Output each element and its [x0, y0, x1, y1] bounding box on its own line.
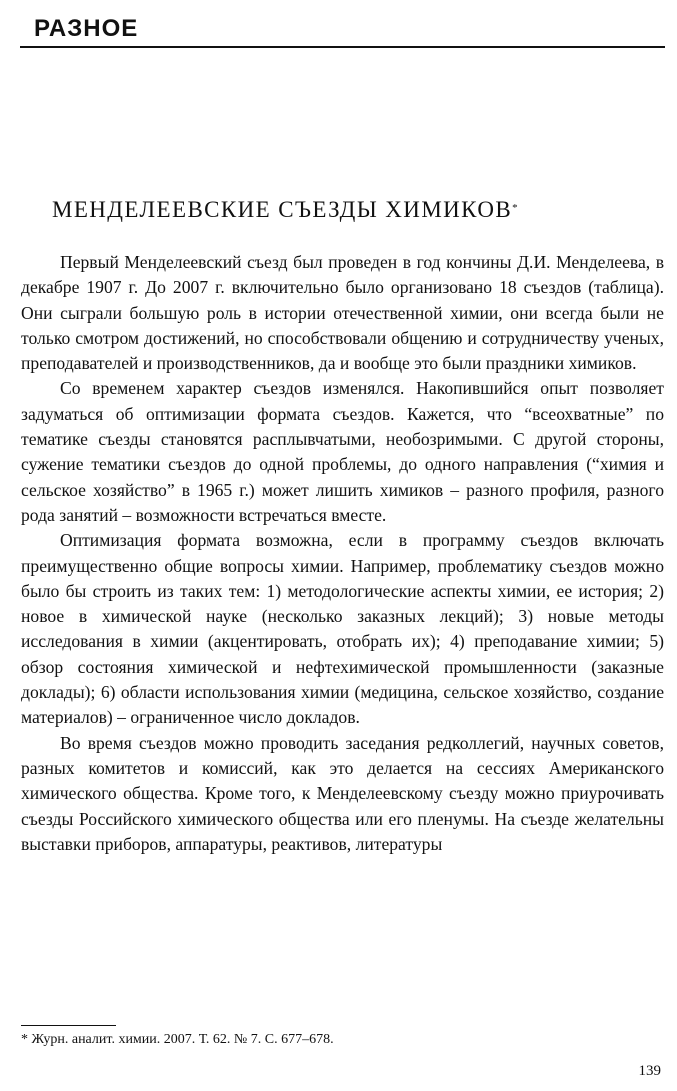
article-body	[21, 250, 664, 857]
section-heading: РАЗНОЕ	[34, 15, 139, 42]
paragraph: Первый Менделеевский съезд был проведен в год кончины Д.И. Менделеева, в декабре 1907 г. До 2007 г. включительно было организовано 18 съездов (таблица). Они сыграли большую роль в истории отечественной химии, они всегда были не только смотром достижений, но способствовали общению и сотрудничеству ученых, преподавателей и производственников, да и вообще это были праздники химиков.	[21, 252, 664, 374]
footnote-rule	[21, 1025, 116, 1026]
page-number: 139	[638, 1063, 661, 1079]
paragraph: Оптимизация формата возможна, если в программу съездов включать преимущественно общие вопросы химии. Например, проблематику съездов можно было бы строить из таких тем: 1) методологические аспекты химии, ее история; 2) новое в химической науке (несколько заказных лекций); 3) новые методы исследования в химии (акцентировать, отобрать их); 4) преподавание химии; 5) обзор состояния химической и нефтехимической промышленности (заказные доклады); 6) области использования химии (медицина, сельское хозяйство, создание материалов) – ограниченное число докладов.	[21, 530, 664, 728]
paragraph: Во время съездов можно проводить заседания редколлегий, научных советов, разных комитетов и комиссий, как это делается на сессиях Американского химического общества. Кроме того, к Менделеевскому съезду можно приурочивать съезды Российского химического общества или его пленумы. На съезде желательны выставки приборов, аппаратуры, реактивов, литературы	[21, 732, 664, 854]
footnote: * Журн. аналит. химии. 2007. Т. 62. № 7. С. 677–678.	[21, 1032, 334, 1047]
footnote-marker: *	[512, 202, 520, 214]
paragraph: Со временем характер съездов изменялся. Накопившийся опыт позволяет задуматься об оптимизации формата съездов. Кажется, что “всеохватные” по тематике съезды становятся расплывчатыми, необозримыми. С другой стороны, сужение тематики съездов до одной проблемы, до одного направления (“химия и сельское хозяйство” в 1965 г.) может лишить химиков – разного профиля, разного рода занятий – возможности встречаться вместе.	[21, 378, 664, 525]
header-rule	[20, 46, 665, 48]
article-title	[52, 196, 519, 224]
article-title-text: МЕНДЕЛЕЕВСКИЕ СЪЕЗДЫ ХИМИКОВ	[52, 197, 513, 222]
